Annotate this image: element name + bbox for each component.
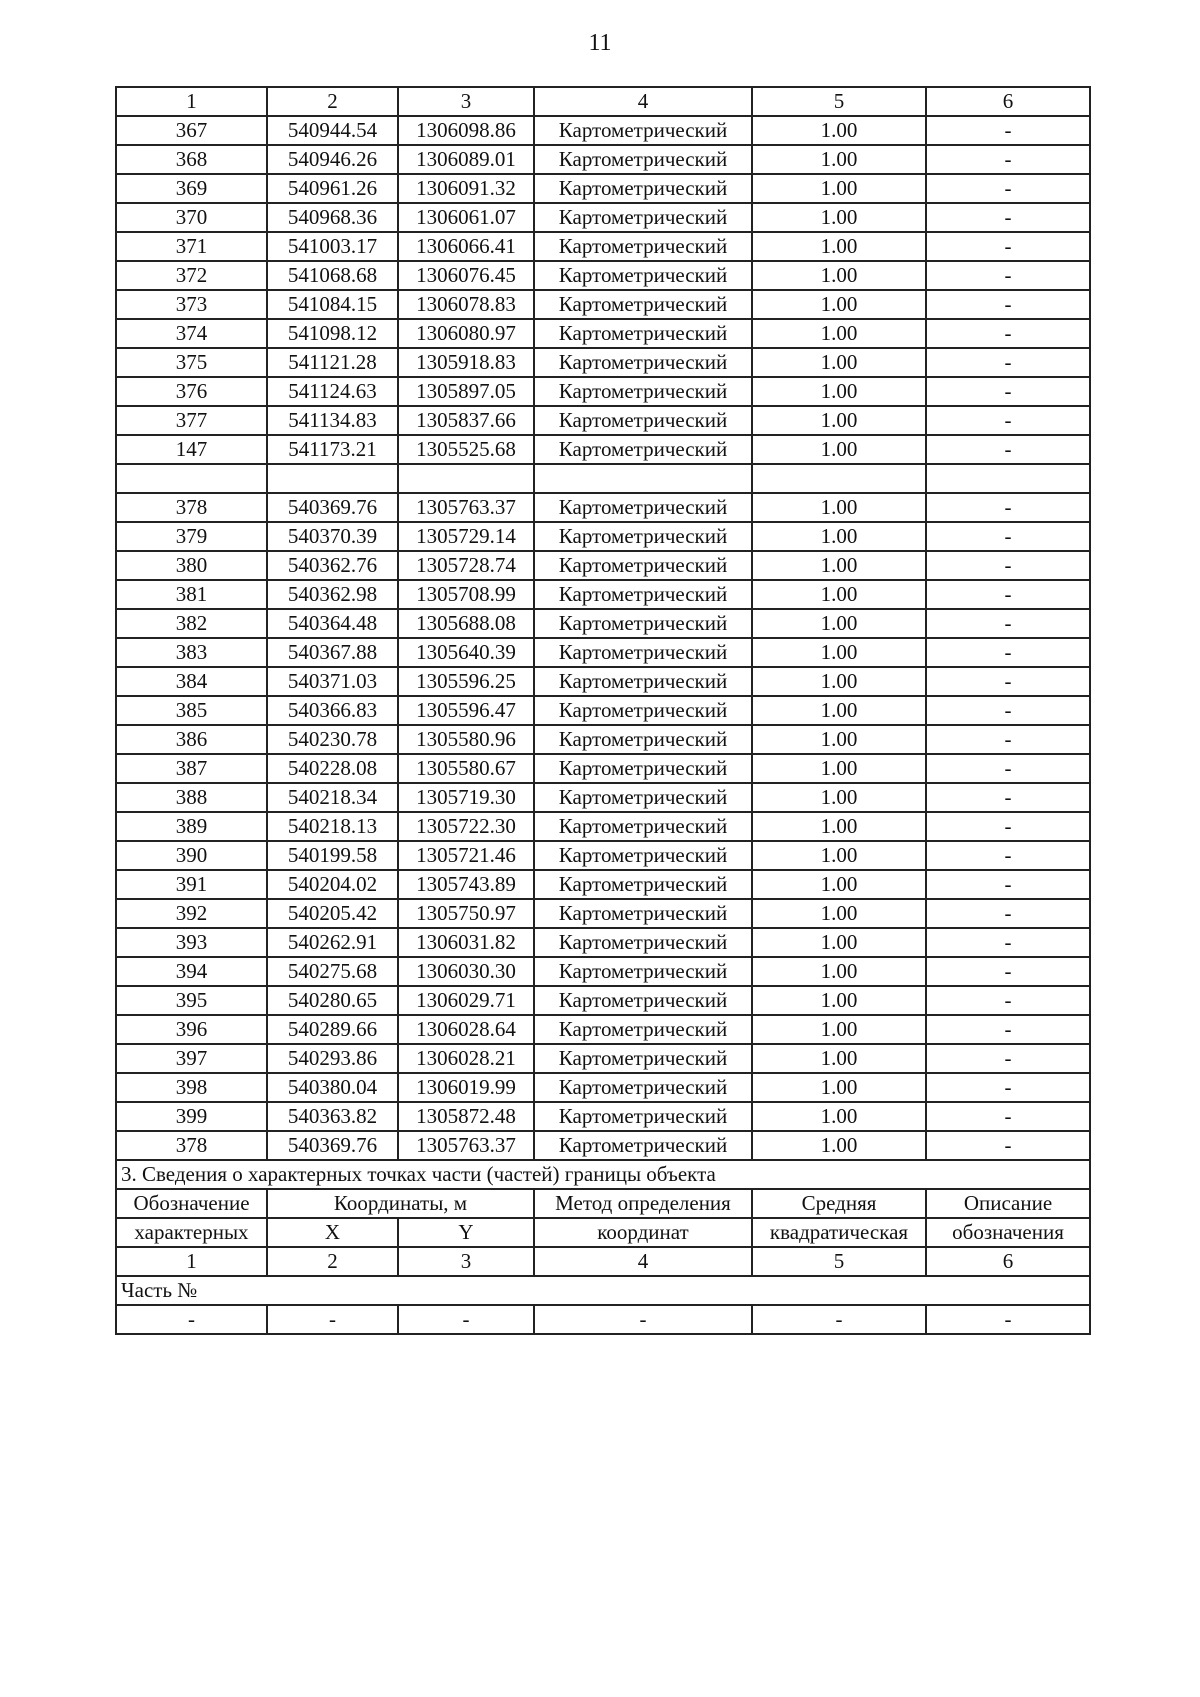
- table-row: [116, 203, 1090, 232]
- dash-cell: -: [926, 1305, 1090, 1334]
- table-cell: -: [926, 1102, 1090, 1131]
- table-row: [116, 696, 1090, 725]
- table-cell: 540370.39: [267, 522, 398, 551]
- table-cell: 395: [116, 986, 267, 1015]
- table-cell: Картометрический: [534, 609, 752, 638]
- table-row: [116, 174, 1090, 203]
- table-cell: -: [926, 841, 1090, 870]
- table-cell: -: [926, 812, 1090, 841]
- table-cell: 1306061.07: [398, 203, 534, 232]
- table-row: [116, 870, 1090, 899]
- dash-row: [116, 1305, 1090, 1334]
- table-cell: Картометрический: [534, 812, 752, 841]
- table-cell: 1305729.14: [398, 522, 534, 551]
- table-cell: 1.00: [752, 522, 926, 551]
- table-row: [116, 522, 1090, 551]
- table-cell: 370: [116, 203, 267, 232]
- table-cell: 1.00: [752, 203, 926, 232]
- table-row: [116, 116, 1090, 145]
- table-cell: 378: [116, 493, 267, 522]
- header-average: Средняя: [752, 1189, 926, 1218]
- table-cell: 540968.36: [267, 203, 398, 232]
- table-cell: -: [926, 667, 1090, 696]
- empty-cell: [267, 464, 398, 493]
- empty-cell: [752, 464, 926, 493]
- table-cell: Картометрический: [534, 319, 752, 348]
- part-label-row: [116, 1276, 1090, 1305]
- table-cell: 540364.48: [267, 609, 398, 638]
- table-cell: -: [926, 290, 1090, 319]
- table-cell: 1.00: [752, 986, 926, 1015]
- table-cell: 374: [116, 319, 267, 348]
- table-row: [116, 1131, 1090, 1160]
- header-average-2: квадратическая: [752, 1218, 926, 1247]
- table-cell: 540380.04: [267, 1073, 398, 1102]
- column-number-cell: 3: [398, 1247, 534, 1276]
- table-cell: 540205.42: [267, 899, 398, 928]
- table-cell: -: [926, 522, 1090, 551]
- table-cell: 1.00: [752, 551, 926, 580]
- table-cell: 1305750.97: [398, 899, 534, 928]
- table-cell: -: [926, 261, 1090, 290]
- table-cell: 1.00: [752, 1044, 926, 1073]
- table-cell: 1.00: [752, 580, 926, 609]
- table-cell: 1.00: [752, 348, 926, 377]
- table-cell: -: [926, 1044, 1090, 1073]
- table-cell: -: [926, 986, 1090, 1015]
- table-cell: Картометрический: [534, 1044, 752, 1073]
- table-cell: 1305580.96: [398, 725, 534, 754]
- table-cell: 540275.68: [267, 957, 398, 986]
- table-cell: 540199.58: [267, 841, 398, 870]
- table-cell: 1.00: [752, 928, 926, 957]
- table-cell: 541121.28: [267, 348, 398, 377]
- table-cell: 541084.15: [267, 290, 398, 319]
- header-designation: Обозначение: [116, 1189, 267, 1218]
- table-row: [116, 667, 1090, 696]
- dash-cell: -: [116, 1305, 267, 1334]
- table-cell: 541068.68: [267, 261, 398, 290]
- empty-cell: [398, 464, 534, 493]
- table-cell: 1305721.46: [398, 841, 534, 870]
- table-cell: 1.00: [752, 1102, 926, 1131]
- table-cell: -: [926, 406, 1090, 435]
- table-cell: Картометрический: [534, 957, 752, 986]
- table-cell: 372: [116, 261, 267, 290]
- table-cell: 1.00: [752, 174, 926, 203]
- table-cell: 540280.65: [267, 986, 398, 1015]
- table-cell: 1.00: [752, 290, 926, 319]
- header-description: Описание: [926, 1189, 1090, 1218]
- table-cell: 540218.13: [267, 812, 398, 841]
- table-cell: 1306080.97: [398, 319, 534, 348]
- table-cell: Картометрический: [534, 1073, 752, 1102]
- table-cell: 1.00: [752, 609, 926, 638]
- empty-cell: [534, 464, 752, 493]
- table-cell: 1306076.45: [398, 261, 534, 290]
- table-row: [116, 783, 1090, 812]
- table-cell: 1.00: [752, 1015, 926, 1044]
- table-cell: 1.00: [752, 783, 926, 812]
- table-cell: 368: [116, 145, 267, 174]
- table-cell: 1.00: [752, 696, 926, 725]
- table-row: [116, 348, 1090, 377]
- empty-separator-row: [116, 464, 1090, 493]
- table-cell: 540369.76: [267, 1131, 398, 1160]
- table-cell: 540369.76: [267, 493, 398, 522]
- table-cell: Картометрический: [534, 1131, 752, 1160]
- table-cell: 540262.91: [267, 928, 398, 957]
- table-cell: 384: [116, 667, 267, 696]
- table-cell: 540362.98: [267, 580, 398, 609]
- table-cell: 1.00: [752, 725, 926, 754]
- table-row: [116, 493, 1090, 522]
- table-row: [116, 899, 1090, 928]
- table-cell: Картометрический: [534, 522, 752, 551]
- column-number-cell: 4: [534, 87, 752, 116]
- table-cell: Картометрический: [534, 348, 752, 377]
- table-cell: 393: [116, 928, 267, 957]
- table-cell: 1306091.32: [398, 174, 534, 203]
- table-row: [116, 1073, 1090, 1102]
- table-cell: -: [926, 116, 1090, 145]
- page-number: 11: [588, 30, 612, 56]
- table-cell: 540362.76: [267, 551, 398, 580]
- table-cell: 1.00: [752, 754, 926, 783]
- table-cell: 540204.02: [267, 870, 398, 899]
- table-cell: 1306030.30: [398, 957, 534, 986]
- table-cell: 1306019.99: [398, 1073, 534, 1102]
- table-cell: Картометрический: [534, 406, 752, 435]
- table-cell: 369: [116, 174, 267, 203]
- section-header-row-2: [116, 1218, 1090, 1247]
- table-cell: -: [926, 435, 1090, 464]
- column-number-cell: 6: [926, 1247, 1090, 1276]
- table-row: [116, 406, 1090, 435]
- table-cell: 389: [116, 812, 267, 841]
- table-cell: 1.00: [752, 116, 926, 145]
- table-cell: -: [926, 203, 1090, 232]
- table-cell: -: [926, 145, 1090, 174]
- table-cell: 1305596.25: [398, 667, 534, 696]
- header-x: X: [267, 1218, 398, 1247]
- table-cell: 1305708.99: [398, 580, 534, 609]
- table-cell: Картометрический: [534, 493, 752, 522]
- table-row: [116, 290, 1090, 319]
- header-y: Y: [398, 1218, 534, 1247]
- coordinates-table: [115, 86, 1091, 1335]
- table-row: [116, 1044, 1090, 1073]
- table-cell: 147: [116, 435, 267, 464]
- table-cell: 1.00: [752, 406, 926, 435]
- table-row: [116, 725, 1090, 754]
- section-number-row: [116, 1247, 1090, 1276]
- table-cell: 1306028.64: [398, 1015, 534, 1044]
- table-cell: 1.00: [752, 1131, 926, 1160]
- part-label: Часть №: [116, 1276, 1090, 1305]
- table-cell: 540228.08: [267, 754, 398, 783]
- table-cell: 1.00: [752, 812, 926, 841]
- table-row: [116, 957, 1090, 986]
- table-cell: 396: [116, 1015, 267, 1044]
- table-cell: -: [926, 928, 1090, 957]
- header-method: Метод определения: [534, 1189, 752, 1218]
- table-cell: 392: [116, 899, 267, 928]
- table-cell: 1305719.30: [398, 783, 534, 812]
- table-cell: Картометрический: [534, 754, 752, 783]
- table-row: [116, 145, 1090, 174]
- table-cell: 1306031.82: [398, 928, 534, 957]
- table-cell: 1.00: [752, 667, 926, 696]
- table-cell: 540946.26: [267, 145, 398, 174]
- table-cell: Картометрический: [534, 1015, 752, 1044]
- table-cell: Картометрический: [534, 928, 752, 957]
- table-row: [116, 580, 1090, 609]
- table-cell: 1305837.66: [398, 406, 534, 435]
- table-cell: 1305897.05: [398, 377, 534, 406]
- header-coordinates: Координаты, м: [267, 1189, 534, 1218]
- table-cell: Картометрический: [534, 174, 752, 203]
- table-cell: 1.00: [752, 899, 926, 928]
- table-cell: 541098.12: [267, 319, 398, 348]
- empty-cell: [116, 464, 267, 493]
- table-cell: 1.00: [752, 377, 926, 406]
- section-title: 3. Сведения о характерных точках части (частей) границы объекта: [116, 1160, 1090, 1189]
- table-cell: Картометрический: [534, 203, 752, 232]
- table-cell: -: [926, 174, 1090, 203]
- table-cell: 1.00: [752, 957, 926, 986]
- table-cell: 540293.86: [267, 1044, 398, 1073]
- table-cell: 1306089.01: [398, 145, 534, 174]
- table-row: [116, 754, 1090, 783]
- table-cell: 1.00: [752, 232, 926, 261]
- table-cell: Картометрический: [534, 667, 752, 696]
- column-number-cell: 3: [398, 87, 534, 116]
- table-cell: 375: [116, 348, 267, 377]
- table-cell: 541134.83: [267, 406, 398, 435]
- table-row: [116, 841, 1090, 870]
- table-cell: -: [926, 232, 1090, 261]
- table-cell: 1.00: [752, 493, 926, 522]
- table-row: [116, 435, 1090, 464]
- table-cell: Картометрический: [534, 870, 752, 899]
- table-cell: -: [926, 580, 1090, 609]
- table-row: [116, 377, 1090, 406]
- table-cell: 391: [116, 870, 267, 899]
- table-cell: 540289.66: [267, 1015, 398, 1044]
- table-cell: 541124.63: [267, 377, 398, 406]
- table-cell: 1.00: [752, 638, 926, 667]
- dash-cell: -: [398, 1305, 534, 1334]
- table-cell: 1305596.47: [398, 696, 534, 725]
- table-cell: Картометрический: [534, 377, 752, 406]
- table-cell: Картометрический: [534, 551, 752, 580]
- table-cell: Картометрический: [534, 725, 752, 754]
- table-cell: -: [926, 870, 1090, 899]
- column-number-cell: 6: [926, 87, 1090, 116]
- table-cell: 1.00: [752, 261, 926, 290]
- table-cell: Картометрический: [534, 1102, 752, 1131]
- table-cell: -: [926, 609, 1090, 638]
- header-method-2: координат: [534, 1218, 752, 1247]
- table-cell: -: [926, 551, 1090, 580]
- table-cell: 1.00: [752, 1073, 926, 1102]
- table-cell: 388: [116, 783, 267, 812]
- table-cell: 397: [116, 1044, 267, 1073]
- table-cell: 1.00: [752, 145, 926, 174]
- table-cell: 1305525.68: [398, 435, 534, 464]
- table-cell: Картометрический: [534, 841, 752, 870]
- table-cell: 1306029.71: [398, 986, 534, 1015]
- table-cell: 540363.82: [267, 1102, 398, 1131]
- table-cell: 390: [116, 841, 267, 870]
- table-cell: 540371.03: [267, 667, 398, 696]
- table-cell: 386: [116, 725, 267, 754]
- table-cell: -: [926, 754, 1090, 783]
- table-cell: 380: [116, 551, 267, 580]
- table-cell: -: [926, 638, 1090, 667]
- table-cell: 382: [116, 609, 267, 638]
- table-cell: 383: [116, 638, 267, 667]
- table-cell: Картометрический: [534, 116, 752, 145]
- section-title-row: [116, 1160, 1090, 1189]
- table-cell: 1305580.67: [398, 754, 534, 783]
- table-cell: -: [926, 899, 1090, 928]
- column-number-cell: 5: [752, 87, 926, 116]
- table-cell: 1305722.30: [398, 812, 534, 841]
- table-cell: -: [926, 1015, 1090, 1044]
- table-cell: 367: [116, 116, 267, 145]
- table-cell: -: [926, 377, 1090, 406]
- table-cell: 540230.78: [267, 725, 398, 754]
- table-row: [116, 551, 1090, 580]
- table-row: [116, 986, 1090, 1015]
- table-cell: 1306078.83: [398, 290, 534, 319]
- dash-cell: -: [534, 1305, 752, 1334]
- table-cell: 387: [116, 754, 267, 783]
- table-cell: 540944.54: [267, 116, 398, 145]
- table-cell: 1306098.86: [398, 116, 534, 145]
- table-cell: 1.00: [752, 435, 926, 464]
- column-number-cell: 5: [752, 1247, 926, 1276]
- table-cell: 541173.21: [267, 435, 398, 464]
- table-cell: Картометрический: [534, 696, 752, 725]
- table-cell: 540961.26: [267, 174, 398, 203]
- table-cell: Картометрический: [534, 986, 752, 1015]
- table-cell: 1.00: [752, 319, 926, 348]
- table-row: [116, 928, 1090, 957]
- table-cell: 377: [116, 406, 267, 435]
- table-cell: 381: [116, 580, 267, 609]
- table-cell: 1305763.37: [398, 493, 534, 522]
- table-cell: Картометрический: [534, 261, 752, 290]
- table-cell: 540218.34: [267, 783, 398, 812]
- table-cell: -: [926, 1131, 1090, 1160]
- table-cell: 1306028.21: [398, 1044, 534, 1073]
- table-cell: 1305640.39: [398, 638, 534, 667]
- table-cell: -: [926, 725, 1090, 754]
- table-cell: 1305743.89: [398, 870, 534, 899]
- column-number-cell: 4: [534, 1247, 752, 1276]
- table-cell: 1306066.41: [398, 232, 534, 261]
- header-designation-2: характерных: [116, 1218, 267, 1247]
- table-cell: 1305763.37: [398, 1131, 534, 1160]
- table-row: [116, 261, 1090, 290]
- table-cell: -: [926, 319, 1090, 348]
- table-cell: 399: [116, 1102, 267, 1131]
- table-cell: 1305688.08: [398, 609, 534, 638]
- table-cell: Картометрический: [534, 290, 752, 319]
- table-cell: 1305918.83: [398, 348, 534, 377]
- table-cell: 371: [116, 232, 267, 261]
- table-row: [116, 232, 1090, 261]
- column-number-cell: 1: [116, 1247, 267, 1276]
- table-row: [116, 812, 1090, 841]
- table-cell: -: [926, 696, 1090, 725]
- column-number-cell: 2: [267, 87, 398, 116]
- column-number-cell: 2: [267, 1247, 398, 1276]
- table-cell: 1305872.48: [398, 1102, 534, 1131]
- dash-cell: -: [267, 1305, 398, 1334]
- header-description-2: обозначения: [926, 1218, 1090, 1247]
- table-cell: 1.00: [752, 841, 926, 870]
- table-cell: Картометрический: [534, 899, 752, 928]
- table-cell: 398: [116, 1073, 267, 1102]
- empty-cell: [926, 464, 1090, 493]
- table-cell: Картометрический: [534, 435, 752, 464]
- table-cell: Картометрический: [534, 783, 752, 812]
- section-header-row: [116, 1189, 1090, 1218]
- column-number-row: [116, 87, 1090, 116]
- dash-cell: -: [752, 1305, 926, 1334]
- table-row: [116, 609, 1090, 638]
- table-cell: Картометрический: [534, 638, 752, 667]
- table-row: [116, 1102, 1090, 1131]
- table-cell: 541003.17: [267, 232, 398, 261]
- column-number-cell: 1: [116, 87, 267, 116]
- table-cell: -: [926, 493, 1090, 522]
- table-cell: 379: [116, 522, 267, 551]
- table-cell: Картометрический: [534, 145, 752, 174]
- table-cell: 540366.83: [267, 696, 398, 725]
- table-cell: 1.00: [752, 870, 926, 899]
- table-cell: -: [926, 783, 1090, 812]
- table-cell: Картометрический: [534, 580, 752, 609]
- table-cell: -: [926, 957, 1090, 986]
- table-cell: 394: [116, 957, 267, 986]
- table-cell: -: [926, 1073, 1090, 1102]
- table-cell: 1305728.74: [398, 551, 534, 580]
- table-cell: 373: [116, 290, 267, 319]
- table-cell: Картометрический: [534, 232, 752, 261]
- table-cell: -: [926, 348, 1090, 377]
- table-cell: 376: [116, 377, 267, 406]
- table-cell: 385: [116, 696, 267, 725]
- table-cell: 540367.88: [267, 638, 398, 667]
- table-row: [116, 319, 1090, 348]
- table-row: [116, 638, 1090, 667]
- table-row: [116, 1015, 1090, 1044]
- table-cell: 378: [116, 1131, 267, 1160]
